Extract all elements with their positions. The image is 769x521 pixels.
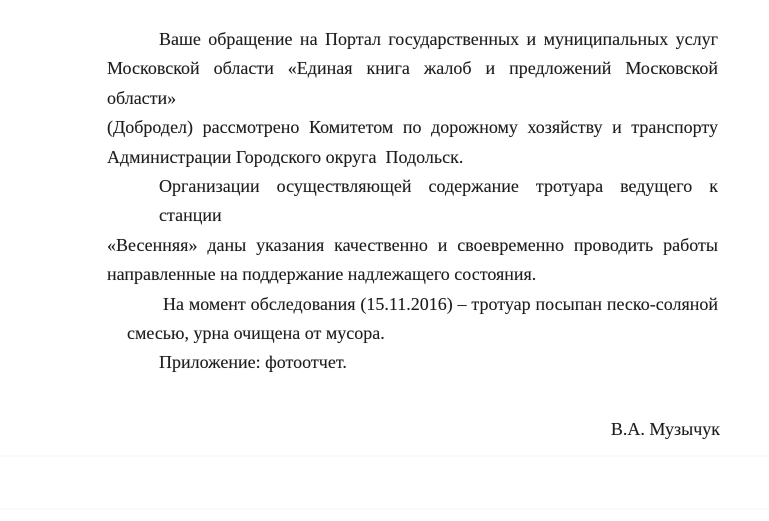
document-line: На момент обследования (15.11.2016) – тротуар посыпан песко-соляной [163, 293, 718, 314]
scan-streak [0, 455, 769, 457]
document-line: смесью, урна очищена от мусора. [127, 323, 385, 344]
document-line: «Весенняя» даны указания качественно и своевременно проводить работы [107, 234, 718, 255]
paragraph [107, 172, 718, 290]
paragraph [107, 290, 718, 349]
document-line: Ваше обращение на Портал государственных и муниципальных услуг [159, 29, 718, 49]
document-line: (Добродел) рассмотрено Комитетом по дорожному хозяйству и транспорту [107, 117, 718, 138]
document-line: Московской области «Единая книга жалоб и предложений Московской области» [107, 58, 718, 108]
scan-streak [0, 508, 769, 510]
document-line: Администрации Городского округа Подольск. [107, 146, 464, 167]
document-body [107, 25, 718, 378]
document-line: направленные на поддержание надлежащего состояния. [107, 264, 537, 285]
document-line: Организации осуществляющей содержание тротуара ведущего к станции [159, 176, 718, 226]
signature-name: В.А. Музычук [610, 419, 720, 439]
document-line: Приложение: фотоотчет. [159, 352, 347, 373]
paragraph [107, 348, 718, 377]
paragraph [107, 25, 718, 172]
